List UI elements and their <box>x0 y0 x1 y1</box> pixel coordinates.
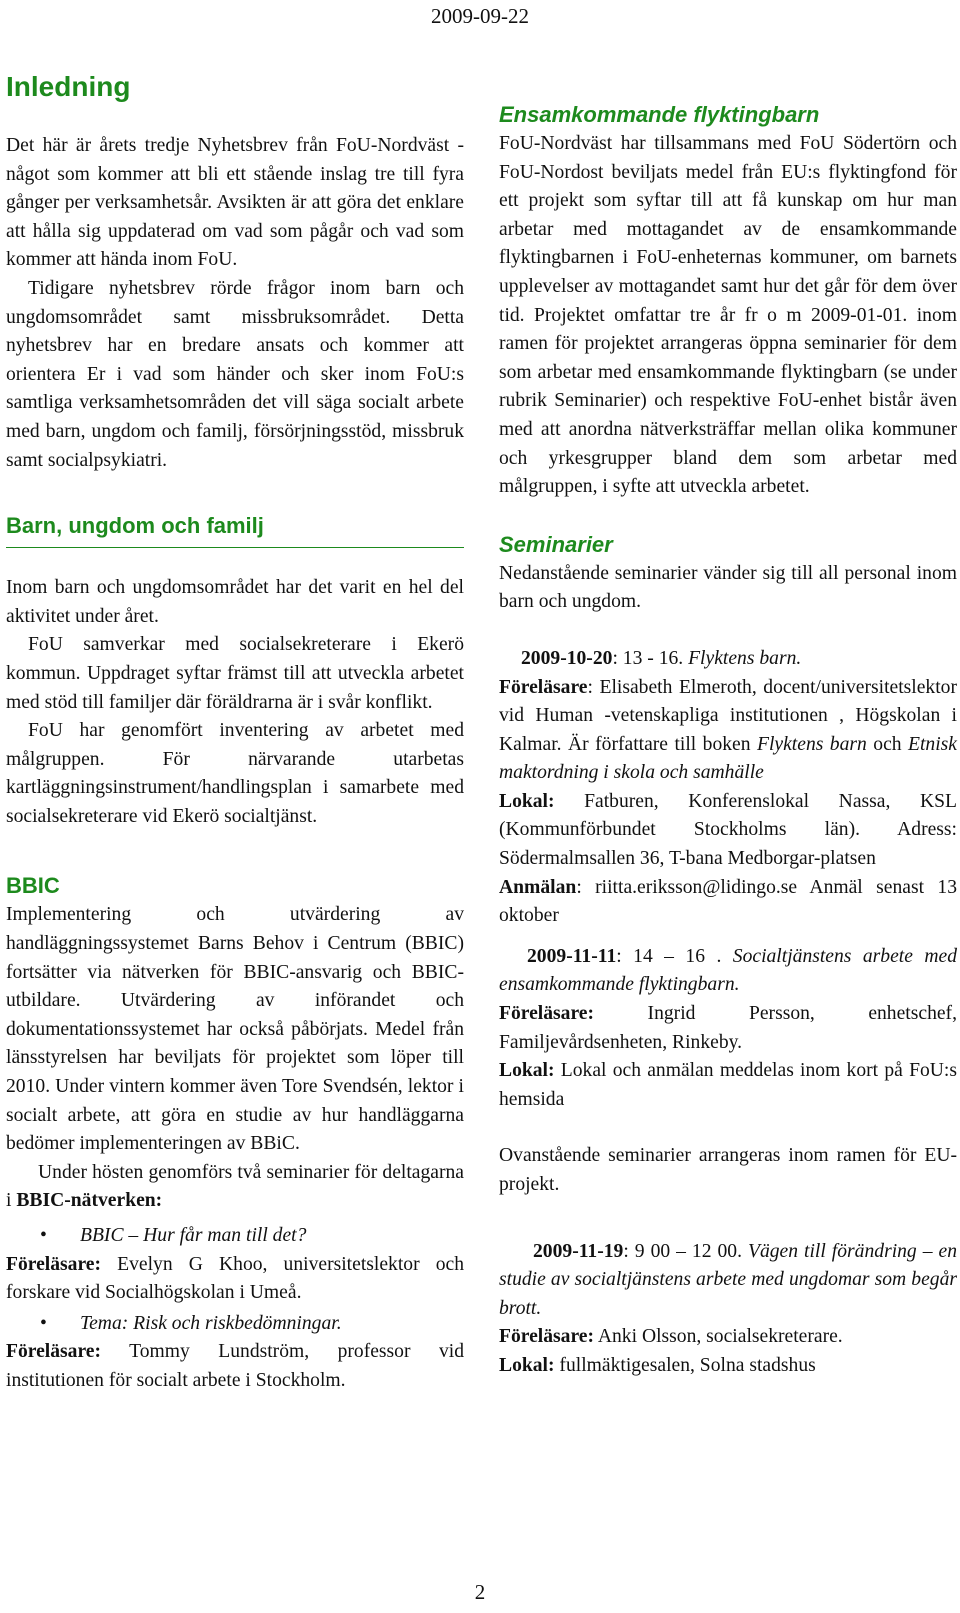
seminar-1-heading: 2009-10-20: 13 - 16. Flyktens barn. <box>521 647 802 669</box>
seminar-2-speaker: Föreläsare: Ingrid Persson, enhetschef, Familjevårdsenheten, Rinkeby. <box>499 1003 957 1053</box>
page-number: 2 <box>474 1580 486 1604</box>
seminar-1-speaker: Föreläsare: Elisabeth Elmeroth, docent/universitetslektor vid Human -vetenskapliga institutionen , Högskolan i Kalmar. Är författare till boken Flyktens barn och Etnisk maktordning i skola och samhälle <box>499 676 957 784</box>
heading-bbic: BBIC <box>6 873 60 899</box>
heading-ensamkommande: Ensamkommande flyktingbarn <box>499 102 820 127</box>
eu-project-note: Ovanstående seminarier arrangeras inom ramen för EU-projekt. <box>499 1145 957 1195</box>
inledning-paragraph-2: Tidigare nyhetsbrev rörde frågor inom barn och ungdomsområdet samt missbruksområdet. Detta nyhetsbrev har en bredare ansats och kommer att orientera Er i vad som händer och sker inom FoU:s samtliga verksamhetsområden det vill säga socialt arbete med barn, ungdom och familj, försörjningsstöd, missbruk samt socialpsykiatri. <box>6 277 464 471</box>
bbic-bullet-1: • BBIC – Hur får man till det? <box>6 1222 464 1251</box>
seminar-2-heading: 2009-11-11: 14 – 16 . Socialtjänstens arbete med ensamkommande flyktingbarn. <box>499 945 957 996</box>
barn-paragraph-1: Inom barn och ungdomsområdet har det varit en hel del aktivitet under året. <box>6 577 464 627</box>
bbic-paragraph-1: Implementering och utvärdering av handläggningssystemet Barns Behov i Centrum (BBIC) fortsätter via nätverken för BBIC-ansvarig och BBIC-utbildare. Utvärdering av införandet och dokumentationssystemet har också påbörjats. Medel från länsstyrelsen har beviljats för projektet som löper till 2010. Under vintern kommer även Tore Svendsén, lektor i socialt arbete, att göra en studie av hur handläggarna bedömer implementeringen av BBiC. <box>6 904 464 1155</box>
bbic-bullet-2-speaker: Föreläsare: Tommy Lundström, professor vid institutionen för socialt arbete i Stockholm. <box>6 1341 464 1391</box>
seminar-1-anmalan: Anmälan: riitta.eriksson@lidingo.se Anmäl senast 13 oktober <box>499 876 957 927</box>
heading-seminarier: Seminarier <box>499 531 613 557</box>
seminar-1-lokal: Lokal: Fatburen, Konferenslokal Nassa, KSL (Kommunförbundet Stockholms län). Adress: Södermalmsallen 36, T-bana Medborgar-platsen <box>499 790 957 870</box>
inledning-paragraph-1: Det här är årets tredje Nyhetsbrev från FoU-Nordväst - något som kommer att bli ett stående inslag tre till fyra gånger per verksamhetsår. Avsikten är att göra det enklare att hålla sig uppdaterad om vad som pågår och vad som kommer att hända inom FoU. <box>6 135 464 271</box>
ensamkommande-paragraph: FoU-Nordväst har tillsammans med FoU Södertörn och FoU-Nordost beviljats medel från EU:s flyktingfond för ett projekt som syftar till att få kunskap om hur man arbetar med mottagandet av de ensamkommande flyktingbarnen i FoU-enheternas kommuner, om barnets upplevelser av mottagandet samt hur det går för dem över tid. Projektet omfattar tre år fr o m 2009-01-01. inom ramen för projektet arrangeras öppna seminarier för dem som arbetar med ensamkommande flyktingbarn (se under rubrik Seminarier) och respektive FoU-enhet bistår även med att anordna nätverksträffar mellan olika kommuner och yrkesgrupper bland dem som arbetar med målgruppen, i syfte att utveckla arbetet. <box>499 133 957 498</box>
barn-paragraph-3: FoU har genomfört inventering av arbetet med målgruppen. För närvarande utarbetas kartläggningsinstrument/handlingsplan i samarbete med socialsekreterare vid Ekerö socialtjänst. <box>6 720 464 827</box>
bbic-paragraph-2: Under hösten genomförs två seminarier för deltagarna i BBIC-nätverken: <box>6 1161 464 1212</box>
seminarier-intro: Nedanstående seminarier vänder sig till all personal inom barn och ungdom. <box>499 562 957 613</box>
left-column <box>6 70 464 1396</box>
barn-paragraph-2: FoU samverkar med socialsekreterare i Ekerö kommun. Uppdraget syftar främst till att utveckla arbetet med stöd till familjer där föräldrarna är i svår konflikt. <box>6 634 464 713</box>
right-column <box>499 100 957 1381</box>
bbic-bullet-1-speaker: Föreläsare: Evelyn G Khoo, universitetslektor och forskare vid Socialhögskolan i Umeå. <box>6 1253 464 1304</box>
header-date: 2009-09-22 <box>431 4 529 28</box>
heading-inledning: Inledning <box>6 71 131 102</box>
seminar-3-speaker: Föreläsare: Anki Olsson, socialsekreterare. <box>499 1326 843 1348</box>
seminar-3-heading: 2009-11-19: 9 00 – 12 00. Vägen till förändring – en studie av socialtjänstens arbete med ungdomar som begår brott. <box>499 1240 957 1319</box>
bbic-bullet-2: • Tema: Risk och riskbedömningar. <box>6 1310 464 1339</box>
heading-barn-ungdom-familj: Barn, ungdom och familj <box>6 511 464 548</box>
seminar-3-lokal: Lokal: fullmäktigesalen, Solna stadshus <box>499 1354 816 1376</box>
seminar-2-lokal: Lokal: Lokal och anmälan meddelas inom kort på FoU:s hemsida <box>499 1060 957 1110</box>
